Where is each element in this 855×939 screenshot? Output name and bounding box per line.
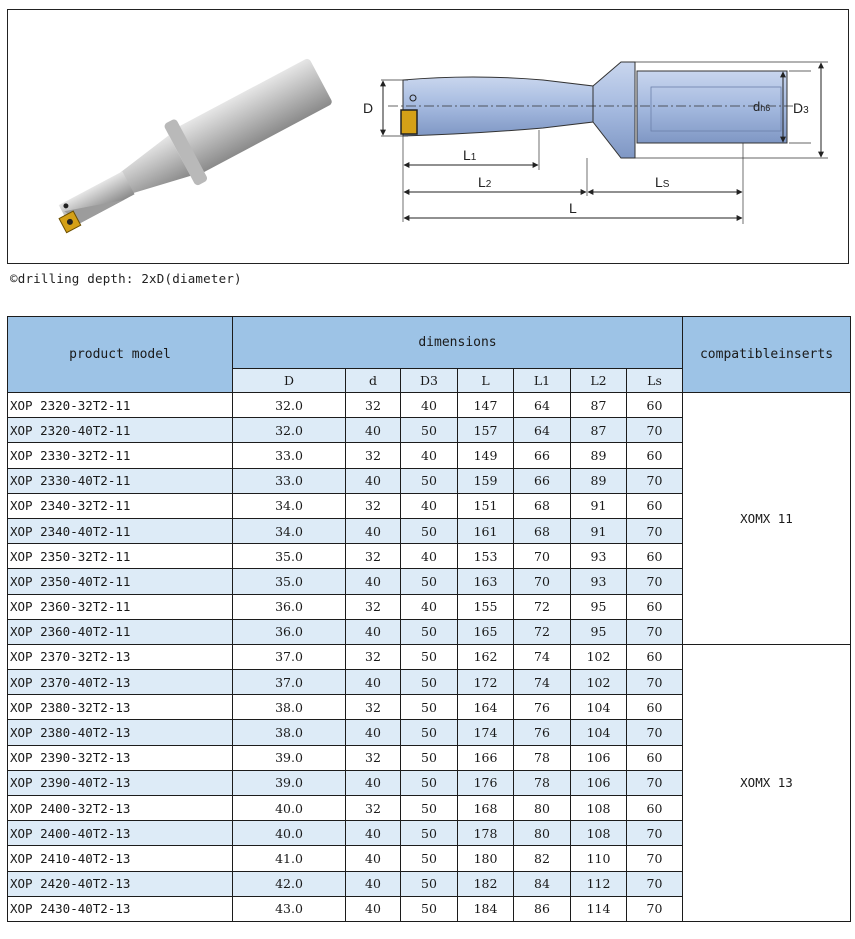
product-figure-frame (7, 9, 849, 264)
drilling-depth-note: ©drilling depth: 2xD(diameter) (10, 271, 242, 286)
cell-D3: 50 (401, 770, 458, 795)
cell-L: 184 (458, 896, 514, 921)
cell-product-model: XOP 2340-32T2-11 (8, 493, 233, 518)
cell-d: 40 (346, 569, 401, 594)
cell-L: 176 (458, 770, 514, 795)
cell-L: 159 (458, 468, 514, 493)
cell-d: 40 (346, 846, 401, 871)
cell-Ls: 60 (627, 443, 683, 468)
header-col-L2: L2 (571, 369, 627, 393)
header-col-d: d (346, 369, 401, 393)
cell-Ls: 70 (627, 770, 683, 795)
cell-Ls: 70 (627, 518, 683, 543)
cell-D: 35.0 (233, 569, 346, 594)
cell-d: 32 (346, 745, 401, 770)
shank-icon (176, 58, 333, 174)
cell-D3: 40 (401, 594, 458, 619)
cell-Ls: 60 (627, 644, 683, 669)
cell-L: 153 (458, 544, 514, 569)
cell-L: 151 (458, 493, 514, 518)
table-body (8, 393, 851, 922)
cell-d: 32 (346, 443, 401, 468)
cell-L2: 95 (571, 594, 627, 619)
cell-Ls: 70 (627, 619, 683, 644)
cell-Ls: 70 (627, 821, 683, 846)
cell-D: 33.0 (233, 468, 346, 493)
cell-L1: 74 (514, 670, 571, 695)
cell-Ls: 70 (627, 418, 683, 443)
cell-product-model: XOP 2400-40T2-13 (8, 821, 233, 846)
cell-Ls: 60 (627, 745, 683, 770)
cell-D: 34.0 (233, 518, 346, 543)
cell-L2: 102 (571, 644, 627, 669)
cell-product-model: XOP 2390-32T2-13 (8, 745, 233, 770)
cell-d: 40 (346, 896, 401, 921)
cell-D3: 50 (401, 796, 458, 821)
header-col-D3: D3 (401, 369, 458, 393)
cell-D3: 50 (401, 619, 458, 644)
svg-text:dh6: dh6 (753, 99, 771, 114)
cell-L2: 89 (571, 443, 627, 468)
cell-d: 40 (346, 518, 401, 543)
cell-d: 32 (346, 796, 401, 821)
cell-D: 37.0 (233, 670, 346, 695)
cell-L2: 93 (571, 544, 627, 569)
cell-L: 178 (458, 821, 514, 846)
cell-D3: 50 (401, 720, 458, 745)
cell-L1: 74 (514, 644, 571, 669)
cell-L1: 80 (514, 821, 571, 846)
cell-L1: 68 (514, 493, 571, 518)
cell-d: 40 (346, 720, 401, 745)
header-dimensions: dimensions (233, 317, 683, 369)
cell-product-model: XOP 2420-40T2-13 (8, 871, 233, 896)
cell-D3: 50 (401, 468, 458, 493)
cell-L2: 110 (571, 846, 627, 871)
cell-D: 42.0 (233, 871, 346, 896)
cell-D: 33.0 (233, 443, 346, 468)
cell-product-model: XOP 2330-40T2-11 (8, 468, 233, 493)
cell-L2: 89 (571, 468, 627, 493)
cell-d: 40 (346, 871, 401, 896)
cell-d: 40 (346, 468, 401, 493)
cell-D: 39.0 (233, 745, 346, 770)
cell-Ls: 70 (627, 896, 683, 921)
cell-product-model: XOP 2320-40T2-11 (8, 418, 233, 443)
cell-d: 32 (346, 544, 401, 569)
cell-L: 166 (458, 745, 514, 770)
cell-product-model: XOP 2380-32T2-13 (8, 695, 233, 720)
cell-L2: 106 (571, 745, 627, 770)
cell-d: 32 (346, 644, 401, 669)
cell-L2: 104 (571, 695, 627, 720)
cell-d: 40 (346, 670, 401, 695)
cell-L1: 78 (514, 745, 571, 770)
cell-L: 162 (458, 644, 514, 669)
cell-L2: 91 (571, 518, 627, 543)
cell-Ls: 60 (627, 493, 683, 518)
cell-L1: 72 (514, 619, 571, 644)
cell-product-model: XOP 2320-32T2-11 (8, 393, 233, 418)
cell-L2: 87 (571, 418, 627, 443)
insert-icon (401, 110, 417, 134)
header-col-L1: L1 (514, 369, 571, 393)
cell-D3: 50 (401, 896, 458, 921)
cell-L2: 87 (571, 393, 627, 418)
cell-Ls: 70 (627, 720, 683, 745)
cell-L1: 70 (514, 544, 571, 569)
cell-L1: 72 (514, 594, 571, 619)
cell-d: 40 (346, 418, 401, 443)
cell-D3: 40 (401, 393, 458, 418)
cell-L1: 66 (514, 443, 571, 468)
cell-D: 34.0 (233, 493, 346, 518)
cell-L1: 64 (514, 418, 571, 443)
header-product-model: product model (8, 317, 233, 393)
cell-D: 37.0 (233, 644, 346, 669)
cell-L: 164 (458, 695, 514, 720)
cell-L2: 106 (571, 770, 627, 795)
cell-D3: 50 (401, 569, 458, 594)
cell-compatible-insert: XOMX 13 (683, 644, 851, 921)
cell-L1: 70 (514, 569, 571, 594)
table-row (8, 644, 851, 669)
cell-D: 38.0 (233, 720, 346, 745)
cell-L2: 93 (571, 569, 627, 594)
cell-d: 32 (346, 493, 401, 518)
svg-text:LS: LS (655, 174, 670, 190)
header-col-L: L (458, 369, 514, 393)
cell-d: 40 (346, 821, 401, 846)
cell-L1: 78 (514, 770, 571, 795)
cell-D3: 50 (401, 518, 458, 543)
svg-text:L: L (569, 200, 577, 216)
cell-Ls: 60 (627, 796, 683, 821)
cell-L1: 84 (514, 871, 571, 896)
cell-L: 182 (458, 871, 514, 896)
cell-D: 40.0 (233, 796, 346, 821)
cell-D3: 50 (401, 695, 458, 720)
cell-L1: 66 (514, 468, 571, 493)
cell-D: 36.0 (233, 619, 346, 644)
cell-D: 43.0 (233, 896, 346, 921)
drill-photo (38, 50, 338, 250)
cell-D3: 50 (401, 745, 458, 770)
cell-L2: 102 (571, 670, 627, 695)
dimension-drawing (353, 50, 833, 235)
cell-L: 161 (458, 518, 514, 543)
cell-Ls: 60 (627, 594, 683, 619)
cell-D3: 50 (401, 670, 458, 695)
cell-D3: 40 (401, 544, 458, 569)
cell-L2: 95 (571, 619, 627, 644)
cell-L1: 82 (514, 846, 571, 871)
cell-D: 32.0 (233, 418, 346, 443)
header-col-Ls: Ls (627, 369, 683, 393)
cell-D3: 40 (401, 443, 458, 468)
cell-Ls: 70 (627, 670, 683, 695)
cell-d: 40 (346, 770, 401, 795)
svg-text:D: D (363, 100, 374, 116)
cell-Ls: 60 (627, 695, 683, 720)
cell-D: 41.0 (233, 846, 346, 871)
cell-L2: 104 (571, 720, 627, 745)
cell-L2: 114 (571, 896, 627, 921)
cell-D3: 50 (401, 871, 458, 896)
cell-L2: 112 (571, 871, 627, 896)
cell-L2: 91 (571, 493, 627, 518)
cell-Ls: 60 (627, 544, 683, 569)
cell-L: 163 (458, 569, 514, 594)
cell-Ls: 70 (627, 871, 683, 896)
svg-text:D3: D3 (793, 100, 809, 116)
cell-L: 165 (458, 619, 514, 644)
header-compatible-inserts: compatibleinserts (683, 317, 851, 393)
cell-product-model: XOP 2350-32T2-11 (8, 544, 233, 569)
cell-product-model: XOP 2330-32T2-11 (8, 443, 233, 468)
cell-product-model: XOP 2430-40T2-13 (8, 896, 233, 921)
table-row (8, 393, 851, 418)
cell-L: 149 (458, 443, 514, 468)
cell-D: 36.0 (233, 594, 346, 619)
cell-L: 157 (458, 418, 514, 443)
cell-D: 35.0 (233, 544, 346, 569)
cell-Ls: 70 (627, 846, 683, 871)
cell-L2: 108 (571, 821, 627, 846)
cell-product-model: XOP 2360-40T2-11 (8, 619, 233, 644)
cell-D3: 40 (401, 493, 458, 518)
cell-D: 39.0 (233, 770, 346, 795)
cell-D3: 50 (401, 821, 458, 846)
header-col-D: D (233, 369, 346, 393)
cell-product-model: XOP 2370-40T2-13 (8, 670, 233, 695)
cell-L: 180 (458, 846, 514, 871)
cell-product-model: XOP 2360-32T2-11 (8, 594, 233, 619)
cell-d: 40 (346, 619, 401, 644)
cell-L1: 68 (514, 518, 571, 543)
cell-L1: 80 (514, 796, 571, 821)
cell-product-model: XOP 2380-40T2-13 (8, 720, 233, 745)
cell-Ls: 60 (627, 393, 683, 418)
cell-product-model: XOP 2400-32T2-13 (8, 796, 233, 821)
specification-table (7, 316, 851, 922)
svg-text:L2: L2 (478, 174, 492, 190)
cell-product-model: XOP 2350-40T2-11 (8, 569, 233, 594)
cell-L: 155 (458, 594, 514, 619)
cell-D3: 50 (401, 846, 458, 871)
cell-L1: 76 (514, 695, 571, 720)
cell-product-model: XOP 2340-40T2-11 (8, 518, 233, 543)
cell-L1: 86 (514, 896, 571, 921)
cell-Ls: 70 (627, 468, 683, 493)
cell-L: 172 (458, 670, 514, 695)
cell-D: 32.0 (233, 393, 346, 418)
cell-Ls: 70 (627, 569, 683, 594)
svg-text:L1: L1 (463, 147, 477, 163)
cell-L2: 108 (571, 796, 627, 821)
cell-L1: 64 (514, 393, 571, 418)
cell-D3: 50 (401, 418, 458, 443)
cell-d: 32 (346, 695, 401, 720)
cell-compatible-insert: XOMX 11 (683, 393, 851, 645)
cell-product-model: XOP 2390-40T2-13 (8, 770, 233, 795)
cell-D: 40.0 (233, 821, 346, 846)
cell-d: 32 (346, 594, 401, 619)
cell-L1: 76 (514, 720, 571, 745)
cell-product-model: XOP 2370-32T2-13 (8, 644, 233, 669)
cell-D3: 50 (401, 644, 458, 669)
cell-D: 38.0 (233, 695, 346, 720)
cell-L: 147 (458, 393, 514, 418)
cell-L: 168 (458, 796, 514, 821)
cell-d: 32 (346, 393, 401, 418)
cell-L: 174 (458, 720, 514, 745)
cell-product-model: XOP 2410-40T2-13 (8, 846, 233, 871)
